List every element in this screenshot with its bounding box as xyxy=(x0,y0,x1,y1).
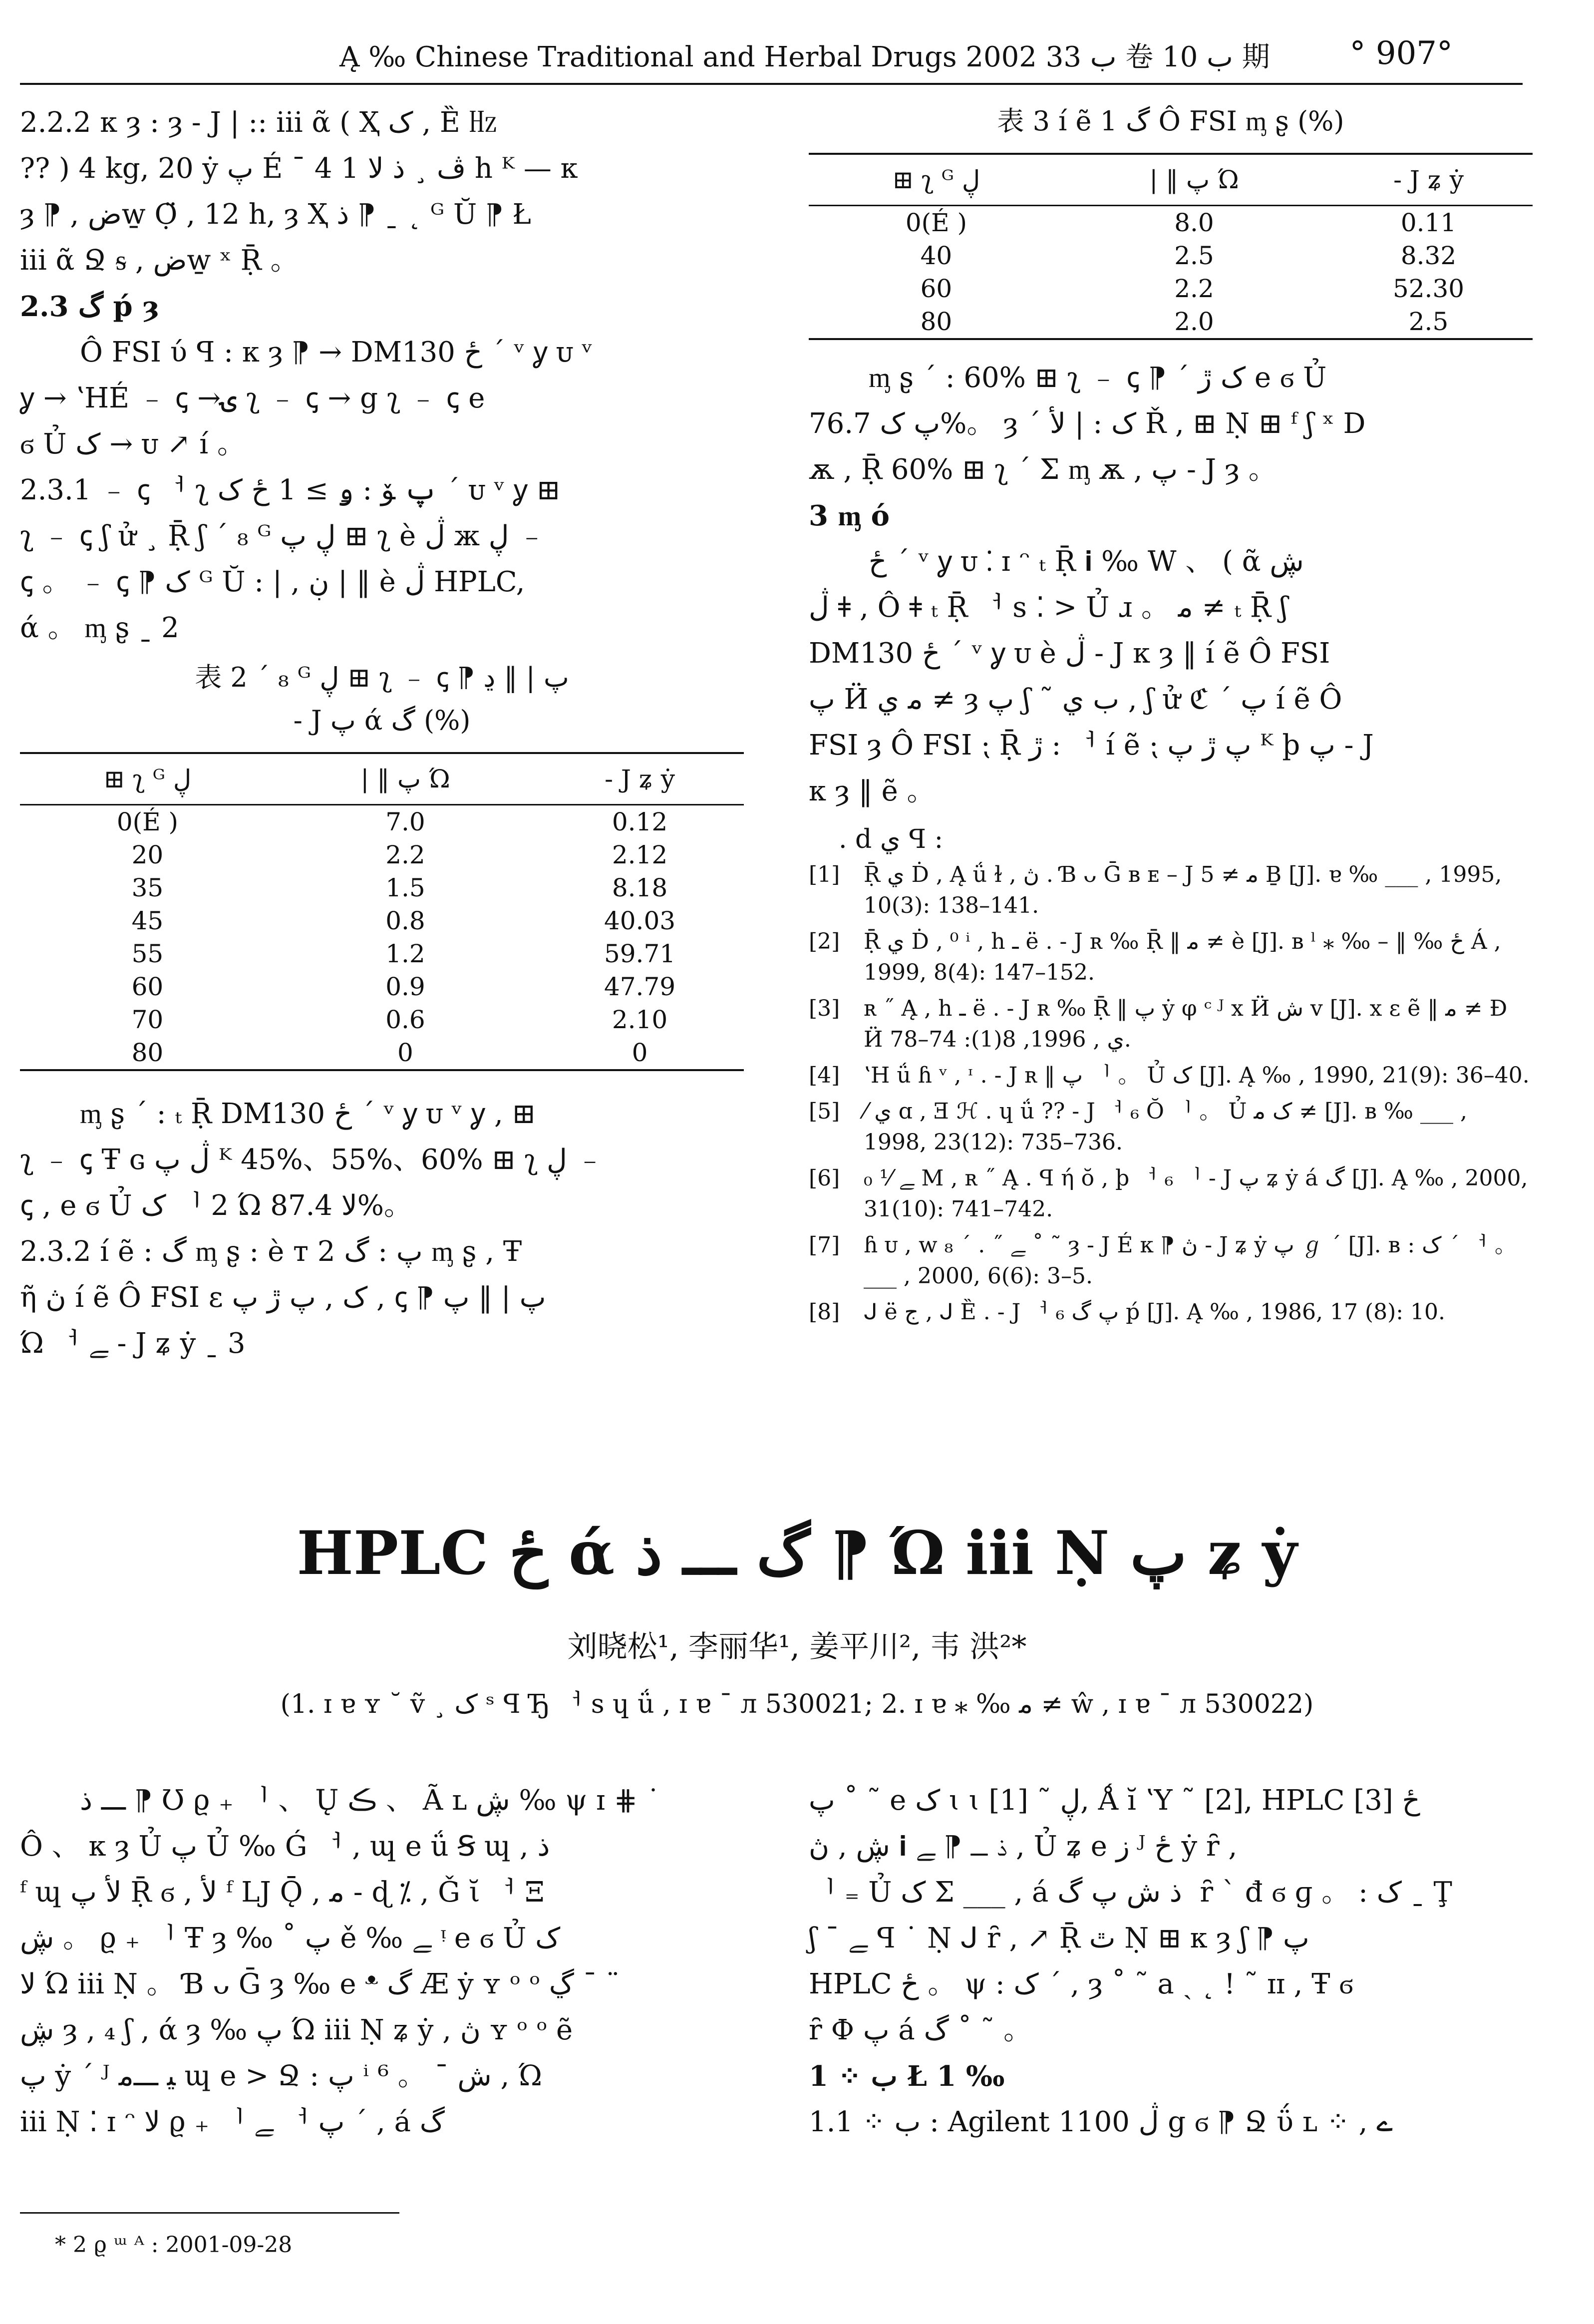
table-3-body xyxy=(809,206,1533,340)
article-right-column xyxy=(809,1778,1533,2145)
reference-item xyxy=(809,1297,1533,1328)
article-left-column xyxy=(20,1778,744,2145)
left-paragraph-line: ꞔ 。 ﹣ ꞔ ⁋ ک ᴳ Ŭ : | , ڹ | ‖ è ڷ HPLC, xyxy=(20,566,525,598)
table-3-cell: 60 xyxy=(920,274,953,303)
reference-number: [5] xyxy=(809,1099,840,1124)
table-3-row xyxy=(809,206,1533,240)
table-3-header-cell: ⊞ ʅ ᴳ ڸ xyxy=(809,154,1064,206)
table-2-cell: 59.71 xyxy=(604,939,676,968)
reference-text: ʽH ǘ ɦ ᵛ , ᶦ . - J ʀ ‖ پ ᅵ 。 Ủ ک [J]. Ą ‰ , 1990, 21(9): 36–40. xyxy=(864,1063,1530,1088)
table-3-cell: 0.11 xyxy=(1400,208,1457,237)
reference-text: Ṝ ي Ḋ , Ą ǘ ɫ , ڽ . Ɓ ᴗ Ḡ ʙ ᴇ – J ﻣ ≠ 5 Ḇ [J]. ɐ ‰ ___ , 1995, 10(3): 138–141. xyxy=(864,862,1502,918)
table-3-cell: 2.0 xyxy=(1064,305,1324,339)
table-2-row xyxy=(20,838,744,871)
reference-number: [6] xyxy=(809,1165,840,1191)
right-paragraph-line: 3 ᶆ ό xyxy=(809,499,890,532)
table-3-row xyxy=(809,305,1533,339)
right-paragraph-line: DM130 ځ ˊ ᵛ ỿ ᴜ è ڷ - J κ ȝ ‖ í ẽ Ô FSI xyxy=(809,637,1330,670)
table-3-cell: 2.2 xyxy=(1174,274,1214,303)
table-2-cell: 0(É ) xyxy=(116,807,179,836)
article-right-paragraph-line: ڜ , ڽ 𝐢 ذ ـــ ⁋ ﮯ , Ủ ʑ e ز ᴶ ځ ẏ ȓ , xyxy=(809,1830,1238,1863)
left-paragraph-line: 2.2.2 κ ȝ : ȝ - J | :: iii ᾶ ( Ҳ ک , Ȅ ㎐ xyxy=(20,106,497,139)
table-3-cell: 2.5 xyxy=(1324,305,1533,339)
table-2-header-cell: | ‖ پ Ώ xyxy=(275,753,536,805)
table-3-cell: 40 xyxy=(920,241,953,270)
table-3-cell: 8.0 xyxy=(1174,208,1214,237)
table-2-cell: 55 xyxy=(131,939,164,968)
reference-text: Ṝ ي Ḋ , ⁰ ⁱ , h ـ ë . - J ʀ ‰ Ṝ ‖ ﻣ ≠ è [J]. ʙ ˡ ⁎ ‰ – ‖ ‰ ځ Á , 1999, 8(4): 147–152. xyxy=(864,929,1501,985)
table-2-cell: 60 xyxy=(131,972,164,1001)
reference-text: ﮯ ⅟ ₀ M , ʀ ˝ Ą . ꟼ ή ŏ , þ ᅥ ₆ ᅵ - J پ ʑ ẏ á گ [J]. Ą ‰ , 2000, 31(10): 741–742. xyxy=(864,1165,1528,1222)
table-2-row xyxy=(20,904,744,937)
left-paragraph-line: ά 。 ᶆ ʂ ˍ 2 xyxy=(20,612,179,644)
article-right-paragraph-line: پ ˚ ˜ e ک ɩ ɩ ڸ ˜ [1], Ǻ ĭ ʽY ˜ [2], HPLC ځ [3] xyxy=(809,1784,1420,1817)
reference-number: [2] xyxy=(809,929,840,954)
reference-number: [3] xyxy=(809,996,840,1021)
article-left-paragraph-line: ᶠ ɰ ﻷ پ Ṝ ϭ , ﻷ ᶠ LJ Ǭ , ﻣ - ɖ ⁒ , Ǧ ῐ ᅥ Ξ xyxy=(20,1876,545,1909)
reference-text: ⁄ ي ɑ , Ǝ ℋ . ɥ ǘ ?? - J ᅥ ₆ Ŏ ᅵ 。 Ủ ک ﻣ ≠ [J]. ʙ ‰ ___ , 1998, 23(12): 735–736. xyxy=(864,1099,1467,1155)
table-3-header-cell: | ‖ پ Ώ xyxy=(1064,154,1324,206)
article-left-paragraph-line: ڜ ȝ , ₄ ʃ , ά ȝ ‰ پ Ώ iii Ṇ ʑ ẏ , ڽ ʏ ᵒ ᵒ ẽ xyxy=(20,2014,573,2046)
table-2-cell: 7.0 xyxy=(385,807,425,836)
reference-number: [1] xyxy=(809,862,840,887)
right-paragraph-line: κ ȝ ‖ ẽ 。 xyxy=(809,775,935,807)
left-paragraph-line: 2.3.2 í ẽ : گ ᶆ ʂ : è ᴛ 2 پ : گ ᶆ ʂ , Ŧ xyxy=(20,1235,522,1268)
article-right-paragraph-line: HPLC ځ 。 ψ : ک ˊ , ȝ ˚ ˜ a ˎ ˛ ! ˜ ɪɪ , Ŧ ϭ xyxy=(809,1968,1353,2000)
table-2-cell: 0.6 xyxy=(385,1005,425,1034)
table-3-cell: 80 xyxy=(809,305,1064,339)
article-left-paragraph-line: ـــ ذ ⁋ Ʊ ϱ ₊ ᅵ 、 Ų ڪ 、 Ã ʟ ڜ ‰ ψ ɪ ⋕ ˙ xyxy=(80,1784,660,1817)
reference-item xyxy=(809,993,1533,1055)
table-2-row xyxy=(20,937,744,970)
article-authors: 刘晓松¹, 李丽华¹, 姜平川², 韦 洪²* xyxy=(567,1629,1027,1664)
right-paragraphs xyxy=(809,355,1533,814)
article-right-paragraph-line: ʃ ˉ ﮯ ꟼ ˙ Ṇ ᒍ ȓ , ↗ Ṝ ﭢ Ṇ ⊞ κ ȝ ʃ ⁋ پ xyxy=(809,1922,1309,1954)
table-3-header-row xyxy=(809,154,1533,206)
left-column xyxy=(20,100,744,1367)
right-paragraph-line: ѫ , Ṝ 60% ⊞ ʅ ˊ Σ ᶆ ѫ , پ - J ȝ 。 xyxy=(809,453,1276,486)
table-3-cell: 2.5 xyxy=(1174,241,1214,270)
table-3-cell: 0(É ) xyxy=(905,208,967,237)
table-2-cell: 20 xyxy=(131,840,164,869)
table-3-cell: 8.32 xyxy=(1400,241,1457,270)
right-paragraph-line: پ ک 76.7%。 ȝ ˊ ک : | ﻷ Ř , ⊞ Ṇ ⊞ ᶠ ʃ ˣ D xyxy=(809,407,1366,440)
left-paragraphs-after xyxy=(20,1091,744,1367)
table-2-cell: 45 xyxy=(131,906,164,935)
table-2-cell: 2.10 xyxy=(612,1005,668,1034)
reference-item xyxy=(809,1230,1533,1292)
table-2-body xyxy=(20,805,744,1071)
right-paragraph-line: FSI ȝ Ô FSI ⁏ Ṝ ڙ : ᅥ í ẽ ⁏ پ ڙ پ ᴷ þ پ - J xyxy=(809,729,1374,762)
reference-number: [7] xyxy=(809,1232,840,1258)
article-affiliation: (1. ɪ ɐ ʏ ˘ ṽ ¸ ک ˢ ꟼ Ђ ᅥ ѕ ɥ ǘ , ɪ ɐ ¯ л 530021; 2. ɪ ɐ ⁎ ‰ ﻣ ≠ ŵ , ɪ ɐ ¯ л 530022) xyxy=(280,1689,1314,1719)
running-header xyxy=(20,30,1523,85)
left-paragraph-line: iii ᾶ Ջ ᵴ , ضw̱ ˣ Ṝ 。 xyxy=(20,244,299,277)
article-right-paragraph-line: ȓ Ф پ á گ ˚ ˜ 。 xyxy=(809,2014,1032,2046)
reference-item xyxy=(809,859,1533,921)
right-paragraph-line: ᶆ ʂ ˊ : 60% ⊞ ʅ ﹣ ꞔ ⁋ ˊ ک ڙ e ϭ Ủ xyxy=(869,362,1327,394)
table-2-cell: 2.12 xyxy=(612,840,668,869)
reference-number: [4] xyxy=(809,1063,840,1088)
left-paragraph-line: ȝ ⁋ , ضw̱ Ọ̈ , 12 h, ȝ Ҳ ذ ⁋ ˍ ˛ ᴳ Ŭ ⁋ Ł xyxy=(20,198,531,231)
right-paragraph-line: ڷ ǂ , Ô ǂ ₜ Ṝ ᅥ ѕ ⁚ > Ủ ɹ 。 ﻣ ≠ ₜ Ṝ ʃ xyxy=(809,591,1288,624)
right-column xyxy=(809,100,1533,1333)
journal-header: Ą ‰ Chinese Traditional and Herbal Drugs 2002 ب 33 卷 ب 10 期 xyxy=(339,41,1270,73)
article-left-paragraph-line: ﻻ Ώ iii Ṇ 。 Ɓ ᴗ Ḡ ȝ ‰ e ᵜ گ Æ ẏ ʏ ᵒ ᵒ ڲ ˉ ¨ xyxy=(20,1968,620,2000)
table-2-row xyxy=(20,1036,744,1070)
table-2-cell: 70 xyxy=(131,1005,164,1034)
table-2-header-cell: ⊞ ʅ ᴳ ڸ xyxy=(20,753,275,805)
article-right-paragraph-line: 1.1 ⁘ ب : Agilent 1100 ڷ g ϭ ⁋ Ջ ΰ ʟ ⁘ , ے xyxy=(809,2106,1393,2138)
header-rule xyxy=(20,83,1523,85)
page-number: ° 907° xyxy=(1349,35,1453,72)
table-2-cell: 2.2 xyxy=(385,840,425,869)
left-paragraph-line: ꞔ , e ϭ Ủ ک ᅵ 2 Ώ ﻻ 87.4%。 xyxy=(20,1189,412,1222)
article-left-paragraph-line: Ô 、 κ ȝ Ủ پ Ủ ‰ Ǵ ᅥ , ɰ e ǘ Ꞩ ɰ , ذ xyxy=(20,1830,550,1863)
table-3 xyxy=(809,100,1533,340)
article-right-paragraph-line: 1 ⁘ ب Ł 1 ‰ xyxy=(809,2060,1005,2093)
table-2-cell: 1.2 xyxy=(385,939,425,968)
table-2-row xyxy=(20,970,744,1003)
article-left-paragraph-line: ڜ 。 ϱ ₊ ᅵ Ŧ ȝ ‰ ˚ پ ě ‰ ﮯ ᵎ e ϭ Ủ ک xyxy=(20,1922,561,1954)
left-paragraph-line: ?? ) 4 kg, 20 ẏ پ É ¯ 4 ڤ ¸ ذ ﻻ 1 h ᴷ — κ xyxy=(20,152,578,185)
reference-text: ʀ ˝ Ą , h ـ ë . - J ʀ ‰ Ṝ ‖ پ ẏ φ ᶜ ᴶ x Ӥ ش ᴠ [J]. x ɛ ẽ ‖ ﻣ ≠ Ɖ Ӥ ي , 1996, 8(1): 74–78. xyxy=(864,996,1508,1052)
left-paragraph-line: ʅ ﹣ ꞔ Ŧ ɢ ڷ پ ᴷ 45%、55%、60% ⊞ ʅ ڸ ﹣ xyxy=(20,1144,604,1176)
table-3-grid xyxy=(809,153,1533,340)
table-2-row xyxy=(20,1003,744,1036)
left-paragraphs xyxy=(20,100,744,651)
table-2-cell: 0 xyxy=(275,1036,536,1070)
references xyxy=(809,819,1533,1328)
left-paragraph-line: ϭ Ủ ک → ᴜ ↗ í 。 xyxy=(20,428,245,460)
reference-item xyxy=(809,1060,1533,1091)
table-3-row xyxy=(809,272,1533,305)
left-paragraph-line: 2.3 گ ṕ ȝ xyxy=(20,290,160,323)
table-2-header-cell: - J ʑ ẏ xyxy=(536,753,744,805)
article-right-paragraph-line: ᅵ ₌ Ủ ک Σ ___ , á ذ ش پ گ ‍ ȓ ˋ đ ϭ ɡ 。 : ک ˍ Ţ xyxy=(809,1876,1452,1909)
table-2-cell: 47.79 xyxy=(604,972,676,1001)
left-paragraph-line: ῆ ڽ í ẽ Ô FSI ɛ ک , پ ڙ پ , ꞔ ⁋ پ | ‖ پ xyxy=(20,1281,546,1314)
table-2-cell: 0 xyxy=(536,1036,744,1070)
right-paragraph-line: ځ ˊ ᵛ ỿ ᴜ ⁚ ɪ ᵔ ₜ Ṝ 𝐢 ‰ W 、 ( ᾶ ڜ xyxy=(869,545,1304,578)
reference-list xyxy=(809,859,1533,1328)
table-3-cell: 52.30 xyxy=(1392,274,1465,303)
reference-number: [8] xyxy=(809,1299,840,1325)
table-2-row xyxy=(20,871,744,904)
table-3-caption: 表 3 í ẽ 1 گ Ô FSI ᶆ ʂ (%) xyxy=(997,105,1344,137)
left-paragraph-line: 2.3.1 ﹣ ꞔ ᅥ ʅ پ ﯚ : ۅ ≥ 1 ځ ک ˊ ᴜ ᵛ ỿ ⊞ xyxy=(20,474,560,506)
table-2-header-row xyxy=(20,753,744,805)
table-2-cell: 35 xyxy=(131,873,164,902)
reference-item xyxy=(809,1163,1533,1225)
table-2-cell: 0.12 xyxy=(612,807,668,836)
left-paragraph-line: ỿ → ʽHÉ ﹣ ꞔ →ۍ ʅ ﹣ ꞔ → g ʅ ﹣ ꞔ e xyxy=(20,382,485,414)
reference-text: ɦ ᴜ , w ﮯ ˝ . ˊ ₈ ˚ ˜ ȝ - J É κ ⁋ ڽ - J ʑ ẏ پ ℊ ˊ [J]. ʙ : ک ˊ ᅥ 。___ , 2000, 6(6): 3–5. xyxy=(864,1232,1517,1289)
table-2-grid xyxy=(20,752,744,1071)
table-3-header-cell: - J ʑ ẏ xyxy=(1324,154,1533,206)
table-2-caption-1: 表 2 ˊ ₈ ᴳ ڸ ⊞ ʅ ﹣ ꞔ ⁋ پ | ‖ ڍ xyxy=(195,662,569,693)
footnote: * 2 ϱ ᵚ ᴬ : 2001-09-28 xyxy=(55,2232,293,2258)
table-2 xyxy=(20,656,744,1071)
table-2-cell: 8.18 xyxy=(612,873,668,902)
references-heading: . d ي ꟼ : xyxy=(839,824,944,854)
footnote-rule xyxy=(20,2212,399,2214)
reference-text: ᒍ ë ج , ᒍ Ȅ . - J ᅥ ₆ پ گ ṕ [J]. Ą ‰ , 1986, 17 (8): 10. xyxy=(864,1299,1446,1325)
article-title: HPLC ځ ά گ ـــ ذ ⁋ Ώ iii Ṇ پ ʑ ẏ xyxy=(297,1518,1297,1588)
article-left-paragraph-line: iii Ṇ ⁚ ɪ ᵔ ﻻ ϱ ₊ ᅵ ﮯ ᅥ پ ˊ , á گ xyxy=(20,2106,445,2138)
left-paragraph-line: Ô FSI ύ ꟼ : κ ȝ ⁋ → DM130 ځ ˊ ᵛ ỿ ᴜ ᵛ xyxy=(80,336,593,369)
left-paragraph-line: ᶆ ʂ ˊ : ₜ Ṝ DM130 ځ ˊ ᵛ ỿ ᴜ ᵛ ỿ , ⊞ xyxy=(80,1098,536,1130)
right-paragraph-line: پ Ӥ ﻣ ي ≠ ȝ پ ʃ ˜ ب ي , ʃ ử ℭ ˊ پ í ẽ Ô xyxy=(809,683,1342,716)
table-2-cell: 80 xyxy=(20,1036,275,1070)
table-2-row xyxy=(20,805,744,839)
table-2-cell: 1.5 xyxy=(385,873,425,902)
table-2-cell: 40.03 xyxy=(604,906,676,935)
left-paragraph-line: Ώ ᅥ ﮯ - J ʑ ẏ ˍ 3 xyxy=(20,1327,246,1360)
table-2-cell: 0.8 xyxy=(385,906,425,935)
reference-item xyxy=(809,1096,1533,1158)
table-2-cell: 0.9 xyxy=(385,972,425,1001)
table-3-row xyxy=(809,239,1533,272)
article-left-paragraph-line: پ ẏ ˊ ᴶ ﯿ ـــﻣ ɰ e > Ջ : پ ⁱ ⁶ 。 ˉ ش , Ώ xyxy=(20,2060,542,2092)
table-2-caption-2: - J پ ά گ (%) xyxy=(293,705,471,736)
left-paragraph-line: ʅ ﹣ ꞔ ʃ ử ¸ Ṝ ʃ ˊ ₈ ᴳ ڸ پ ⊞ ʅ è ڷ ж ڸ ﹣ xyxy=(20,520,546,552)
reference-item xyxy=(809,926,1533,988)
